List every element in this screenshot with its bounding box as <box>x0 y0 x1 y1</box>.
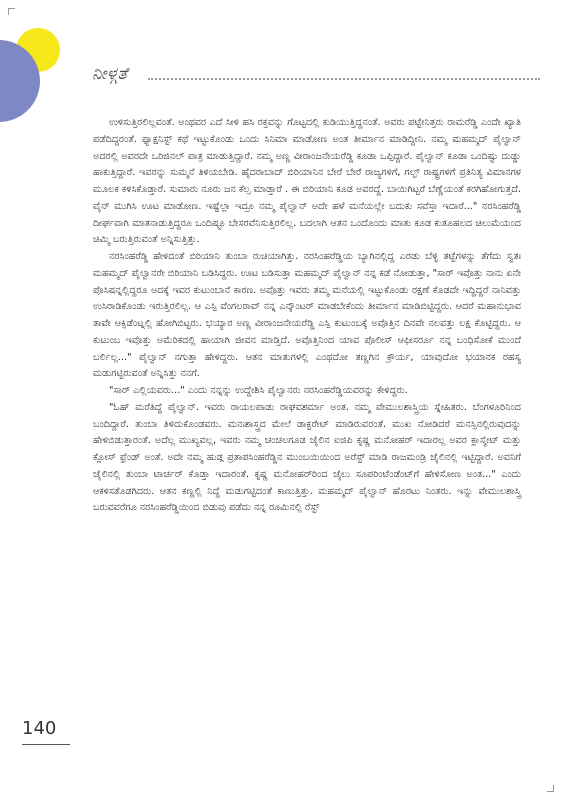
crop-mark <box>8 8 15 15</box>
footer-rule <box>22 744 70 745</box>
paragraph: "ಓಹ್ ಮರೆತಿದ್ದೆ ಪೈಲ್ವಾನ್. ಇವರು ರಾಯಲಪಾಡು ರಾಘವಶರ್ಮಾ ಅಂತ. ನಮ್ಮ ವೇಮುಲಶಾಸ್ತ್ರಿಯ ಸ್ನೇಹಿತರು. ಬೆಂಗಳೂರಿನಿಂದ ಬಂದಿದ್ದಾರೆ. ತುಂಬಾ ತಿಳಿದುಕೊಂಡವರು. ಮನಃಶಾಸ್ತ್ರದ ಮೇಲೆ ಡಾಕ್ಟರೇಟ್ ಮಾಡಿರುವರಂತೆ. ಮುಖ ನೋಡಿದರೆ ಮನಸ್ಸಿನಲ್ಲಿರುವುದನ್ನು ಹೇಳಿಬಿಡುತ್ತಾರಂತೆ. ಅದೆಲ್ಲ ಮುಖ್ಯವಲ್ಲ, ಇವರು ನಮ್ಮ ಚಂಚಲಗೂಡ ಜೈಲಿನ ಐಜಿಪಿ ಕೃಷ್ಣ ಮನೋಹರ್ ಇದಾರಲ್ಲ ಅವರ ಕ್ಲಾಸ್ಮೇಟ್ ಮತ್ತು ಕ್ಲೋಸ್ ಫ್ರೆಂಡ್ ಅಂತೆ. ಅದೇ ನಮ್ಮ ಹುಡ್ಗ ಪ್ರತಾಪಸಿಂಹರೆಡ್ಡಿನ ಮುಂಬಯಿಯಿಂದ ಅರೆಸ್ಟ್ ಮಾಡಿ ರಾಜಮಂಡ್ರಿ ಜೈಲಿನಲ್ಲಿ ಇಟ್ಟಿದ್ದಾರೆ. ಅವನಿಗೆ ಜೈಲಿನಲ್ಲಿ ತುಂಬಾ ಟಾರ್ಚರ್ ಕೊಡ್ತಾ ಇದಾರಂತೆ. ಕೃಷ್ಣ ಮನೋಹರ್‌ರಿಂದ ಜೈಲು ಸೂಪರಿಂಟೆಂಡೆಂಟ್‌ಗೆ ಹೇಳಿಸೋಣ ಅಂತ..." ಎಂದು ಆಕಳಿಸತೊಡಗಿದರು. ಆತನ ಕಣ್ಣಲ್ಲಿ ನಿದ್ದೆ ಮಡುಗಟ್ಟಿದಂತೆ ಕಾಣುತ್ತಿತ್ತು. ಮಹಮ್ಮದ್ ಪೈಲ್ವಾನ್ ಹೊರಟು ನಿಂತರು. ಇನ್ನು ವೇಮುಲಶಾಸ್ತ್ರಿ ಬರುವವರೆಗೂ ನರಸಿಂಹರೆಡ್ಡಿಯಿಂದ ಬಿಡುವು ಪಡೆದು ನನ್ನ ರೂಮಿನಲ್ಲಿ ರೆಸ್ಟ್ <box>93 401 521 514</box>
crop-mark <box>547 785 554 792</box>
paragraph: "ಸಾರ್ ಎಲ್ಲಿಯವರು..." ಎಂದು ನನ್ನನ್ನು ಉದ್ದೇಶಿಸಿ ಪೈಲ್ವಾನರು ನರಸಿಂಹರೆಡ್ಡಿಯವರನ್ನು ಕೇಳಿದ್ದರು. <box>109 385 408 396</box>
paragraph: ನರಸಿಂಹರೆಡ್ಡಿ ಹೇಳಿದಂತೆ ಬಿರಿಯಾನಿ ತುಂಬಾ ರುಚಿಯಾಗಿತ್ತು. ನರಸಿಂಹರೆಡ್ಡಿಯ ಬ್ಯಾಗಿನಲ್ಲಿದ್ದ ಎರಡು ಬೆಳ್ಳಿ ತಟ್ಟೆಗಳನ್ನು ತೆಗೆದು ಸ್ವತಃ ಮಹಮ್ಮದ್ ಪೈಲ್ವಾನರೇ ಬಿರಿಯಾನಿ ಬಡಿಸಿದ್ದರು. ಊಟ ಬಡಿಸುತ್ತಾ ಮಹಮ್ಮದ್ ಪೈಲ್ವಾನ್ ನನ್ನ ಕಡೆ ನೋಡುತ್ತಾ, "ಸಾರ್ ಇವೊತ್ತು ನಾನು ಏನೇ ಪೊಸಿಷನ್ನಲ್ಲಿದ್ದರೂ ಅದಕ್ಕೆ ಇವರ ಕುಟುಂಬಾನೆ ಕಾರಣ. ಅವೊತ್ತು ಇವರು ತಮ್ಮ ಮನೆಯಲ್ಲಿ ಇಟ್ಟುಕೊಂಡು ರಕ್ಷಣೆ ಕೊಡದೇ ಇದ್ದಿದ್ದರೆ ನಾನಿವತ್ತು ಉಸಿರಾಡಿಕೊಂಡು ಇರುತ್ತಿರಲಿಲ್ಲ. ಆ ಎಸ್ಪಿ ವೆಂಗಲರಾವ್ ನನ್ನ ಎನ್ಕೌಂಟರ್ ಮಾಡಬೇಕೆಂದು ತೀರ್ಮಾನ ಮಾಡಿಬಿಟ್ಟಿದ್ದರು. ಆದರೆ ಮಹಾನುಭಾವ ತಾವೇ ಆಕ್ಸಿಡೆಂಟ್ನಲ್ಲಿ ಹೋಗಿಬಿಟ್ಟರು. ಭಯ್ಯಾರ ಅಣ್ಣ ವೀರಾಂಜನೇಯರೆಡ್ಡಿ ಎಸ್ಪಿ ಕುಟುಂಬಕ್ಕೆ ಅವೊತ್ತಿನ ದಿನವೇ ನಲವತ್ತು ಲಕ್ಷ ಕೊಟ್ಟಿದ್ದರು. ಆ ಕುಟುಂಬ ಇವೊತ್ತು ಅಮೆರಿಕದಲ್ಲಿ ಹಾಯಾಗಿ ಜೀವನ ಮಾಡ್ತಿದೆ. ಅವೊತ್ತಿನಿಂದ ಯಾವ ಪೊಲೀಸ್ ಆಫೀಸರ್ರೂ ನನ್ನ ಬಂಧಿಸೋಕೆ ಮುಂದೆ ಬರ್ಲಿಲ್ಲ..." ಪೈಲ್ವಾನ್ ನಗುತ್ತಾ ಹೇಳಿದ್ದರು. ಆತನ ಮಾತುಗಳಲ್ಲಿ ಎಂಥದೋ ತಣ್ಣಗಿನ ಕ್ರೌರ್ಯ, ಯಾವುದೋ ಭಯಾನಕ ರಹಸ್ಯ ಮಡುಗಟ್ಟಿರುವಂತೆ ಅನ್ನಿಸಿತ್ತು ನನಗೆ. <box>93 251 521 380</box>
paragraph: ಉಳಿಸುತ್ತಿರಲಿಲ್ಲವಂತೆ. ಅಂಥವರ ಎದೆ ಸೀಳಿ ಹಸಿ ರಕ್ತವನ್ನು ಗೊಟ್ಟದಲ್ಲಿ ಕುಡಿಯುತ್ತಿದ್ದನಂತೆ. ಅವರು ಪಟ್ಟೇನಿತ್ತರು ರಾಮರೆಡ್ಡಿ ಎಂದೇ ಖ್ಯಾತಿ ಪಡೆದಿದ್ದರಂತೆ. ಫ್ಯಾಕ್ಷನಿಸ್ಟ್ ಕಥೆ ಇಟ್ಟುಕೊಂಡು ಒಂದು ಸಿನಿಮಾ ಮಾಡೋಣ ಅಂತ ತೀರ್ಮಾನ ಮಾಡಿದ್ದೀನಿ. ನಮ್ಮ ಮಹಮ್ಮದ್ ಪೈಲ್ವಾನ್ ಅದರಲ್ಲಿ ಅವರದೇ ಒರಿಜಿನಲ್ ಪಾತ್ರ ಮಾಡುತ್ತಿದ್ದಾರೆ. ನಮ್ಮ ಅಣ್ಣ ವೀರಾಂಜನೇಯರೆಡ್ಡಿ ಕೂಡಾ ಒಪ್ಪಿದ್ದಾರೆ. ಪೈಲ್ವಾನ್ ಕೂಡಾ ಒಂದಿಷ್ಟು ದುಡ್ಡು ಹಾಕುತ್ತಿದ್ದಾರೆ. ಇವರನ್ನು ಸುಮ್ಮನೆ ತಿಳಿಯಬೇಡಿ. ಹೈದರಾಬಾದ್ ಬಿರಿಯಾನಿನ ಬೇರೆ ಬೇರೆ ರಾಜ್ಯಗಳಿಗೆ, ಗಲ್ಫ್ ರಾಷ್ಟ್ರಗಳಿಗೆ ಪ್ರತಿನಿತ್ಯ ವಿಮಾನಗಳ ಮೂಲಕ ಕಳಿಸಿಕೊಡ್ತಾರೆ. ಸುಮಾರು ನೂರು ಜನ ಕೆಲ್ಸ ಮಾಡ್ತಾರೆ . ಈ ಬಿರಿಯಾನಿ ಕೂಡ ಅವರದ್ದೆ. ಬಾಯಿಗಿಟ್ಟರೆ ಬೆಣ್ಣೆಯಂತೆ ಕರಗಿಹೋಗುತ್ತದೆ. ವೈನ್ ಮುಗಿಸಿ ಊಟ ಮಾಡೋಣ. ಇಷ್ಟೆಲ್ಲಾ ಇದ್ರೂ ನಮ್ಮ ಪೈಲ್ವಾನ್ ಅದೇ ಹಳೆ ಮನೆಯಲ್ಲೇ ಬದುಕು ಸವೆಸ್ತಾ ಇದಾರೆ..." ನರಸಿಂಹರೆಡ್ಡಿ ದೀರ್ಘವಾಗಿ ಮಾತನಾಡುತ್ತಿದ್ದರೂ ಒಂದಿಷ್ಟೂ ಬೇಸರವೆನಿಸುತ್ತಿರಲಿಲ್ಲ. ಬದಲಾಗಿ ಆತನ ಒಂದೊಂದು ಮಾತು ಕೂಡ ಕುತೂಹಲದ ಚಿಲುಮೆಯಂದ ಚಿಮ್ಮಿ ಬರುತ್ತಿರುವಂತೆ ಅನ್ನಿಸುತ್ತಿತ್ತು. <box>93 117 521 246</box>
page-number: 140 <box>22 718 57 739</box>
body-text <box>93 115 521 517</box>
section-title: ನೀಳ್ಗತೆ <box>92 64 128 84</box>
header-dotted-rule <box>148 78 540 80</box>
